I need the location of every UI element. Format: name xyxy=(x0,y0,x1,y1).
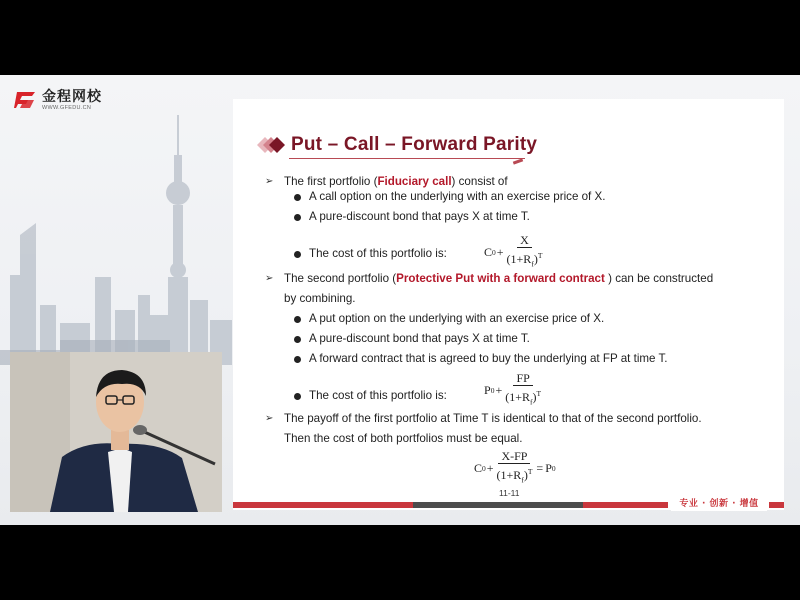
dot-bullet-icon xyxy=(294,194,301,201)
slide-title: Put – Call – Forward Parity xyxy=(291,134,538,155)
formula-parity xyxy=(474,450,556,486)
dot-bullet-icon xyxy=(294,214,301,221)
letterbox-bottom xyxy=(0,525,800,600)
formula-op: + xyxy=(495,382,503,397)
formula-numerator: X xyxy=(517,234,532,248)
formula-sup: T xyxy=(537,251,543,260)
dot-bullet-icon xyxy=(294,393,301,400)
presenter-webcam xyxy=(10,352,222,512)
formula-term: C xyxy=(474,460,483,475)
formula-term: ) xyxy=(532,390,537,404)
subbullet-put-option: A put option on the underlying with an exercise price of X. xyxy=(309,312,605,325)
slide-title-row xyxy=(247,132,537,158)
presenter-image xyxy=(10,352,222,512)
dot-bullet-icon xyxy=(294,316,301,323)
formula-sup: T xyxy=(527,467,533,476)
formula-term: P xyxy=(484,382,491,397)
formula-fraction xyxy=(497,450,533,486)
bullet-payoff-cont: Then the cost of both portfolios must be equal. xyxy=(284,432,523,445)
title-diamond-icon xyxy=(247,132,289,158)
subbullet-cost-first: The cost of this portfolio is: xyxy=(309,247,447,260)
formula-op: + xyxy=(496,244,504,259)
highlight-fiduciary-call: Fiduciary call xyxy=(377,175,452,188)
formula-op: + xyxy=(486,460,494,475)
bullet-second-portfolio-cont: by combining. xyxy=(284,292,356,305)
formula-sub: 0 xyxy=(492,247,496,257)
brand-name: 金程网校 xyxy=(42,88,102,105)
arrow-bullet-icon: ➢ xyxy=(265,273,274,284)
lecture-slide xyxy=(233,99,784,510)
formula-fiduciary-call xyxy=(484,234,544,270)
formula-sub: 0 xyxy=(482,463,486,473)
skyline-background xyxy=(0,105,232,365)
arrow-bullet-icon: ➢ xyxy=(265,413,274,424)
formula-term: ) xyxy=(533,252,538,266)
arrow-bullet-icon: ➢ xyxy=(265,176,274,187)
highlight-protective-put: Protective Put with a forward contract xyxy=(396,272,605,285)
formula-numerator: FP xyxy=(513,372,532,386)
subbullet-call-option: A call option on the underlying with an exercise price of X. xyxy=(309,190,606,203)
subbullet-cost-second: The cost of this portfolio is: xyxy=(309,389,447,402)
formula-sub: f xyxy=(531,259,534,269)
formula-sub: f xyxy=(530,397,533,407)
formula-term: ) xyxy=(523,468,528,482)
text-segment: ) can be constructed xyxy=(608,272,714,285)
slide-footer-end xyxy=(769,502,784,508)
formula-term: (1+R xyxy=(505,390,530,404)
text-segment: The first portfolio ( xyxy=(284,175,378,188)
formula-denominator xyxy=(505,386,541,408)
video-frame xyxy=(0,75,800,525)
slide-page-number: 11-11 xyxy=(499,488,520,498)
formula-denominator xyxy=(507,248,543,270)
title-underline-accent xyxy=(513,158,523,164)
formula-protective-put xyxy=(484,372,543,408)
formula-sub: f xyxy=(521,475,524,485)
formula-sub: 0 xyxy=(551,463,556,473)
brand-url: WWW.GFEDU.CN xyxy=(42,104,92,111)
dot-bullet-icon xyxy=(294,336,301,343)
dot-bullet-icon xyxy=(294,356,301,363)
subbullet-forward-contract: A forward contract that is agreed to buy the underlying at FP at time T. xyxy=(309,352,668,365)
formula-numerator: X-FP xyxy=(498,450,530,464)
title-underline xyxy=(289,158,525,159)
formula-term: (1+R xyxy=(496,468,522,482)
bullet-second-portfolio xyxy=(284,272,713,285)
formula-denominator xyxy=(497,464,533,486)
formula-term: C xyxy=(484,244,493,259)
subbullet-bond: A pure-discount bond that pays X at time T. xyxy=(309,210,530,223)
text-segment: ) consist of xyxy=(451,175,508,188)
formula-fraction xyxy=(507,234,543,270)
dot-bullet-icon xyxy=(294,251,301,258)
slide-footer-motto: 专业 · 创新 · 增值 xyxy=(671,497,767,511)
bullet-payoff: The payoff of the first portfolio at Time T is identical to that of the second portfolio. xyxy=(284,412,702,425)
formula-sub: 0 xyxy=(490,385,495,395)
letterbox-top xyxy=(0,0,800,75)
formula-fraction xyxy=(505,372,541,408)
subbullet-bond-2: A pure-discount bond that pays X at time T. xyxy=(309,332,530,345)
formula-term: P xyxy=(545,460,552,475)
bullet-first-portfolio xyxy=(284,175,508,188)
formula-op: = xyxy=(536,460,544,475)
formula-sup: T xyxy=(536,389,542,398)
text-segment: The second portfolio ( xyxy=(284,272,397,285)
formula-term: (1+R xyxy=(506,252,532,266)
